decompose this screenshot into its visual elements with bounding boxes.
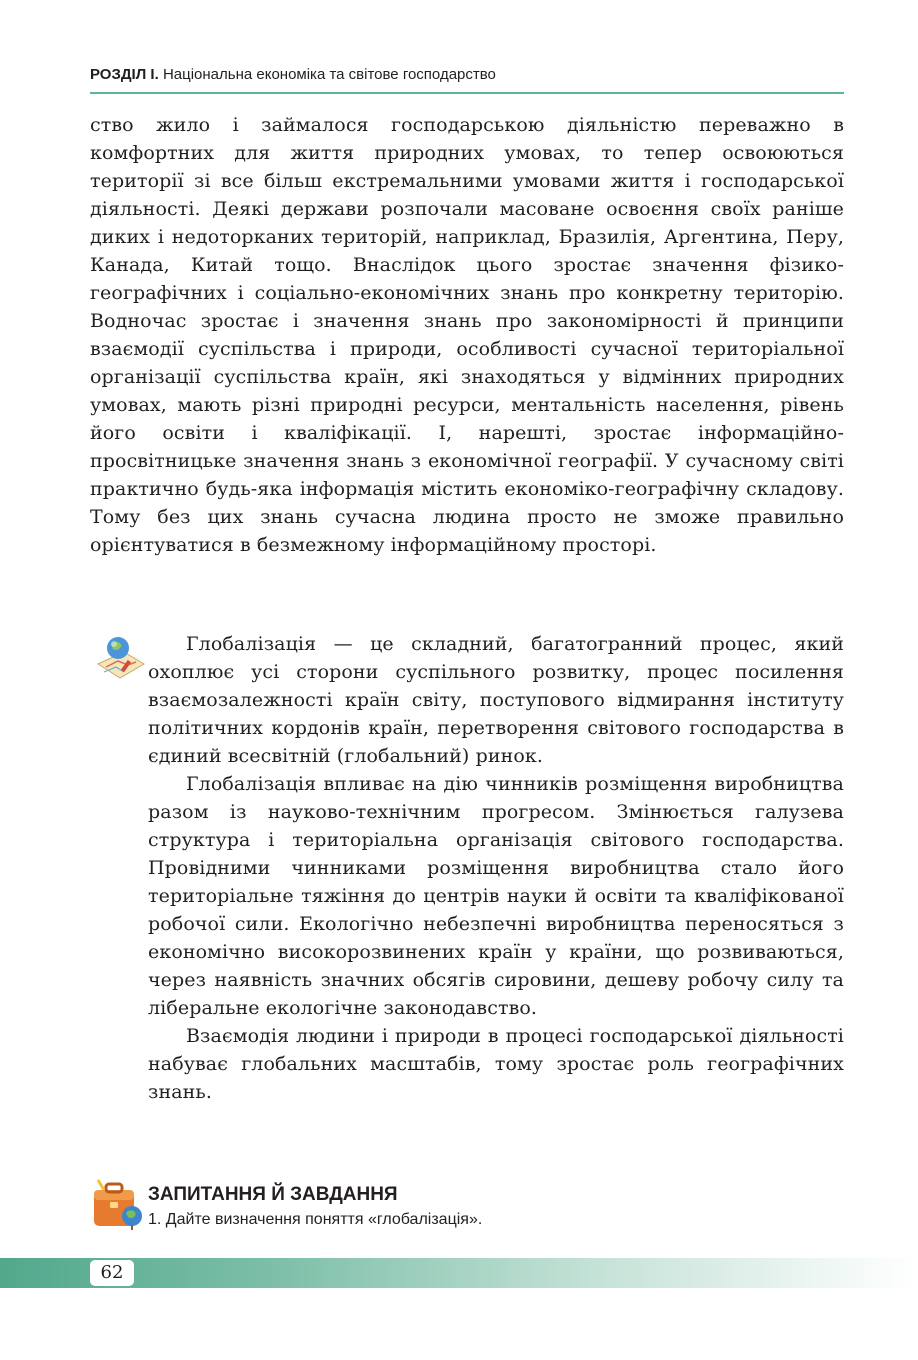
paragraph: Взаємодія людини і природи в процесі господарської діяльності набуває глобальних масштабів, тому зростає роль географічних знань. xyxy=(148,1025,844,1103)
paragraph: ство жило і займалося господарською діяльністю переважно в комфортних для життя природних умовах, то тепер освоюються території зі все більш екстремальними умовами життя і господарської діяльності. Деякі держави розпочали масоване освоєння своїх раніше диких і недоторканих територій, наприклад, Бразилія, Аргентина, Перу, Канада, Китай тощо. Внаслідок цього зростає значення фізико-географічних і соціально-економічних знань про конкретну територію. Водночас зростає і значення знань про закономірності й принципи взаємодії суспільства і природи, особливості сучасної територіальної організації суспільства країн, які знаходяться у відмінних природних умовах, мають різні природні ресурси, ментальність населення, рівень його освіти і кваліфікації. І, нарешті, зростає інформаційно-просвітницьке значення знань з економічної географії. У сучасному світі практично будь-яка інформація містить економіко-географічну складову. Тому без цих знань сучасна людина просто не зможе правильно орієнтуватися в безмежному інформаційному просторі. xyxy=(90,114,844,556)
body-text-top xyxy=(90,111,844,559)
paragraph: Глобалізація впливає на дію чинників розміщення виробництва разом із науково-технічним прогресом. Змінюється галузева структура і територіальна організація світового господарства. Провідними чинниками розміщення виробництва стало його територіальне тяжіння до центрів науки й освіти та кваліфікованої робочої сили. Екологічно небезпечні виробництва переносяться з економічно високорозвинених країн у країни, що розвиваються, через наявність значних обсягів сировини, дешеву робочу силу та ліберальне екологічне законодавство. xyxy=(148,773,844,1019)
header-divider xyxy=(90,92,844,94)
question-item: 1. Дайте визначення поняття «глобалізація». xyxy=(148,1211,483,1228)
body-text-globalization xyxy=(148,630,844,1106)
briefcase-globe-icon xyxy=(88,1176,146,1232)
footer-band xyxy=(0,1258,918,1288)
running-header xyxy=(90,64,850,86)
questions-section xyxy=(148,1183,848,1231)
page-number: 62 xyxy=(90,1260,134,1286)
globe-map-icon xyxy=(94,634,148,684)
questions-title: ЗАПИТАННЯ Й ЗАВДАННЯ xyxy=(148,1184,398,1205)
section-title: Національна економіка та світове господарство xyxy=(162,66,496,83)
definition-paragraph: Глобалізація — це складний, багатогранний процес, який охоплює усі сторони суспільного розвитку, процес посилення взаємозалежності країн світу, поступового відмирання інституту політичних кордонів країн, перетворення світового господарства в єдиний всесвітній (глобальний) ринок. xyxy=(148,633,844,767)
section-label: РОЗДІЛ I. xyxy=(90,66,159,83)
